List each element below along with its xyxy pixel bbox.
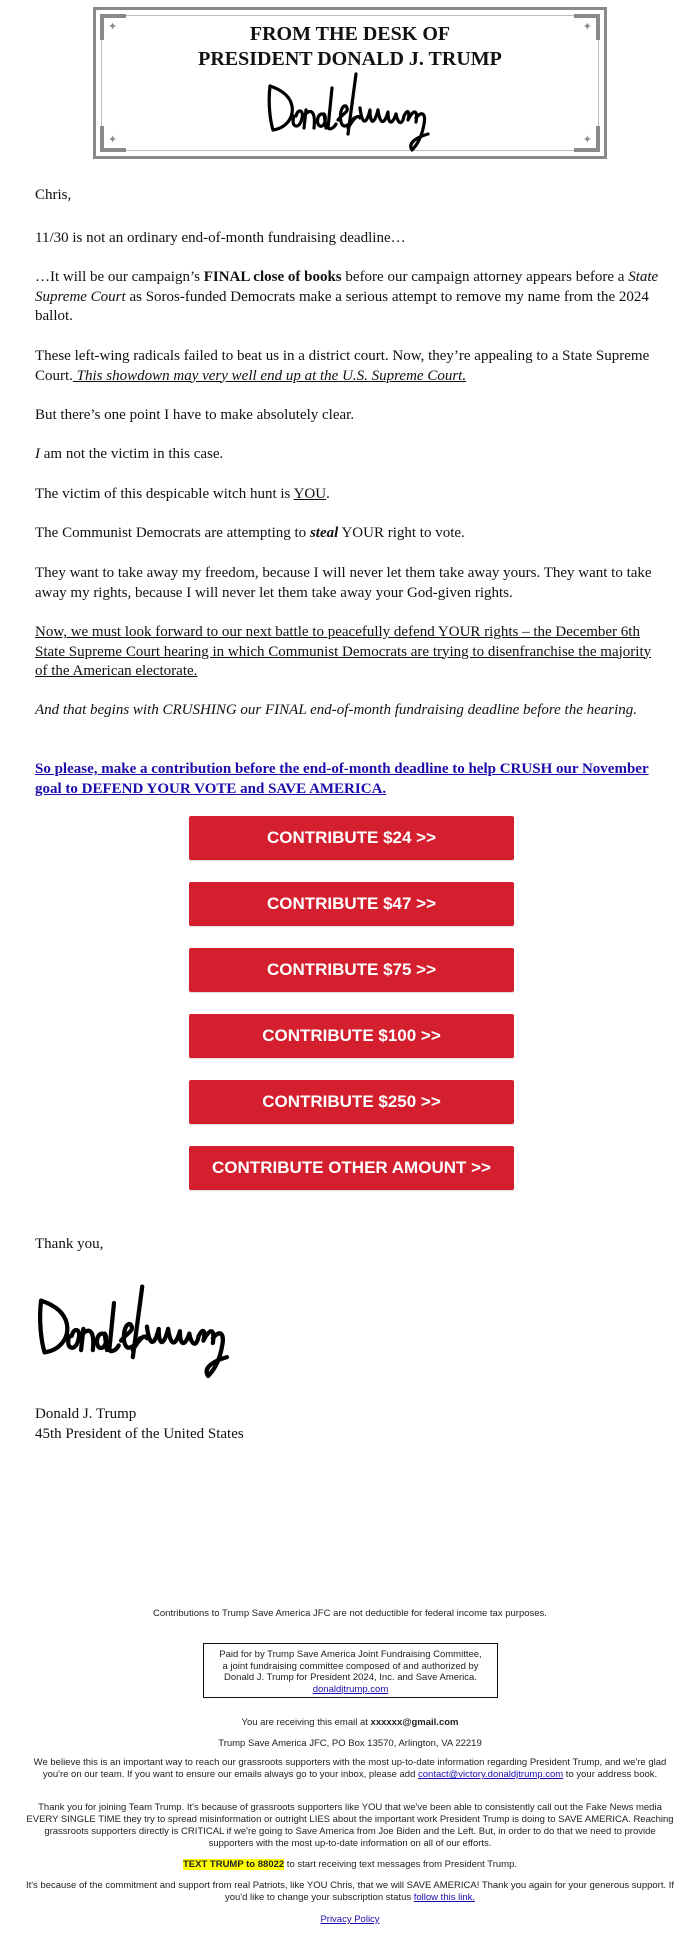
header-title-line2: PRESIDENT DONALD J. TRUMP (198, 48, 502, 70)
cta-paragraph (35, 760, 665, 799)
footer-deductible: Contributions to Trump Save America JFC are not deductible for federal income tax purposes. (153, 1608, 547, 1619)
paragraph-not-victim (35, 445, 665, 465)
footer-address: Trump Save America JFC, PO Box 13570, Arlington, VA 22219 (218, 1738, 482, 1749)
paid-line: a joint fundraising committee composed of and authorized by (222, 1660, 479, 1672)
text-span: These left-wing radicals failed to beat us in a district court. Now, they’re appealing to a State Supreme Court. (35, 348, 650, 384)
text-span: …It will be our campaign’s (35, 269, 204, 285)
footer-privacy (25, 1914, 675, 1926)
recipient-email: xxxxxx@gmail.com (370, 1717, 459, 1728)
text-trump-highlight: TEXT TRUMP to 88022 (182, 1859, 285, 1870)
contribute-250-button[interactable]: CONTRIBUTE $250 >> (189, 1080, 514, 1124)
bold-italic-span: steal (309, 525, 339, 541)
privacy-policy-link[interactable]: Privacy Policy (320, 1914, 380, 1925)
text-span: to start receiving text messages from President Trump. (284, 1859, 518, 1870)
text-span: before our campaign attorney appears before a (341, 269, 629, 285)
contribute-24-button[interactable]: CONTRIBUTE $24 >> (189, 816, 514, 860)
contribute-other-amount-button[interactable]: CONTRIBUTE OTHER AMOUNT >> (189, 1146, 514, 1190)
paragraph-one-point: But there’s one point I have to make absolutely clear. (35, 407, 355, 423)
text-span: The victim of this despicable witch hunt is (35, 486, 294, 502)
footer-because (25, 1880, 675, 1904)
paragraph-deadline: 11/30 is not an ordinary end-of-month fundraising deadline… (35, 230, 406, 246)
italic-span: I (35, 446, 40, 462)
paragraph-next-battle: Now, we must look forward to our next battle to peacefully defend YOUR rights – the December 6th State Supreme Court hearing in which Communist Democrats are trying to disenfranchise the majority of the American electorate. (35, 624, 652, 679)
signature-image (264, 68, 434, 153)
footer-thankyou: Thank you for joining Team Trump. It's because of grassroots supporters like YOU that we've been able to consistently call out the Fake News media EVERY SINGLE TIME they try to spread misinformation or outright LIES about the important work President Trump is doing to SAVE AMERICA. Reaching grassroots supporters directly is CRITICAL if we're going to Save America from Joe Biden and the Left. But, in order to do that we need to provide supporters with the most up-to-date information on all of our efforts. (26, 1802, 674, 1849)
signoff-block (35, 1405, 665, 1444)
star-icon: ✦ (582, 20, 592, 33)
header-banner (93, 7, 607, 159)
subscription-link[interactable]: follow this link. (413, 1892, 475, 1903)
paid-line: Donald J. Trump for President 2024, Inc. and Save America. (224, 1672, 477, 1683)
paragraph-district-court (35, 347, 665, 386)
signature-image (34, 1272, 234, 1387)
footer-text-trump (25, 1859, 675, 1871)
paragraph-final-close (35, 268, 665, 327)
thank-you-text: Thank you, (35, 1236, 104, 1252)
paragraph-victim-you (35, 485, 665, 505)
paragraph-crushing: And that begins with CRUSHING our FINAL end-of-month fundraising deadline before the hearing. (35, 702, 638, 718)
paid-line: Paid for by Trump Save America Joint Fundraising Committee, (219, 1649, 482, 1660)
text-span: . (326, 486, 330, 502)
contribute-47-button[interactable]: CONTRIBUTE $47 >> (189, 882, 514, 926)
text-span: to your address book. (563, 1769, 658, 1780)
underline-span: YOU (293, 486, 327, 502)
text-span: as Soros-funded Democrats make a serious attempt to remove my name from the 2024 ballot. (35, 288, 649, 324)
text-span: It's because of the commitment and support from real Patriots, like YOU Chris, that we will SAVE AMERICA! Thank you again for your generous support. If you'd like to change your subscription status (25, 1880, 675, 1903)
greeting: Chris, (35, 187, 72, 203)
italic-underline-span: This showdown may very well end up at the U.S. Supreme Court. (72, 367, 467, 384)
paragraph-freedom: They want to take away my freedom, because I will never let them take away yours. They want to take away my rights, because I will never let them take away your God-given rights. (35, 565, 652, 601)
star-icon: ✦ (108, 20, 118, 33)
footer-receiving (25, 1717, 675, 1729)
text-span: You are receiving this email at (241, 1717, 371, 1728)
star-icon: ✦ (108, 133, 118, 146)
signoff-name: Donald J. Trump (35, 1406, 137, 1422)
star-icon: ✦ (582, 133, 592, 146)
contribute-75-button[interactable]: CONTRIBUTE $75 >> (189, 948, 514, 992)
bold-span: FINAL close of books (203, 269, 342, 285)
text-span: The Communist Democrats are attempting to (35, 525, 310, 541)
text-span: We believe this is an important way to reach our grassroots supporters with the most up-to-date information regarding President Trump, and we're glad you're on our team. If you want to ensure our emails always go to your inbox, please add (33, 1757, 667, 1780)
header-title-line1: FROM THE DESK OF (249, 23, 451, 45)
contribute-link[interactable]: So please, make a contribution before the end-of-month deadline to help CRUSH our November goal to DEFEND YOUR VOTE and SAVE AMERICA. (35, 761, 649, 797)
contact-email-link[interactable]: contact@victory.donaldjtrump.com (418, 1769, 564, 1780)
italic-span: State Supreme Court (35, 269, 659, 305)
text-span: YOUR right to vote. (338, 525, 465, 541)
header-title (96, 22, 604, 72)
donaldjtrump-link[interactable]: donaldjtrump.com (312, 1683, 389, 1695)
paid-for-box (203, 1643, 498, 1698)
signoff-title: 45th President of the United States (35, 1425, 244, 1442)
paragraph-steal-vote (35, 524, 665, 544)
contribute-100-button[interactable]: CONTRIBUTE $100 >> (189, 1014, 514, 1058)
footer-believe (25, 1757, 675, 1781)
text-span: am not the victim in this case. (40, 446, 224, 462)
